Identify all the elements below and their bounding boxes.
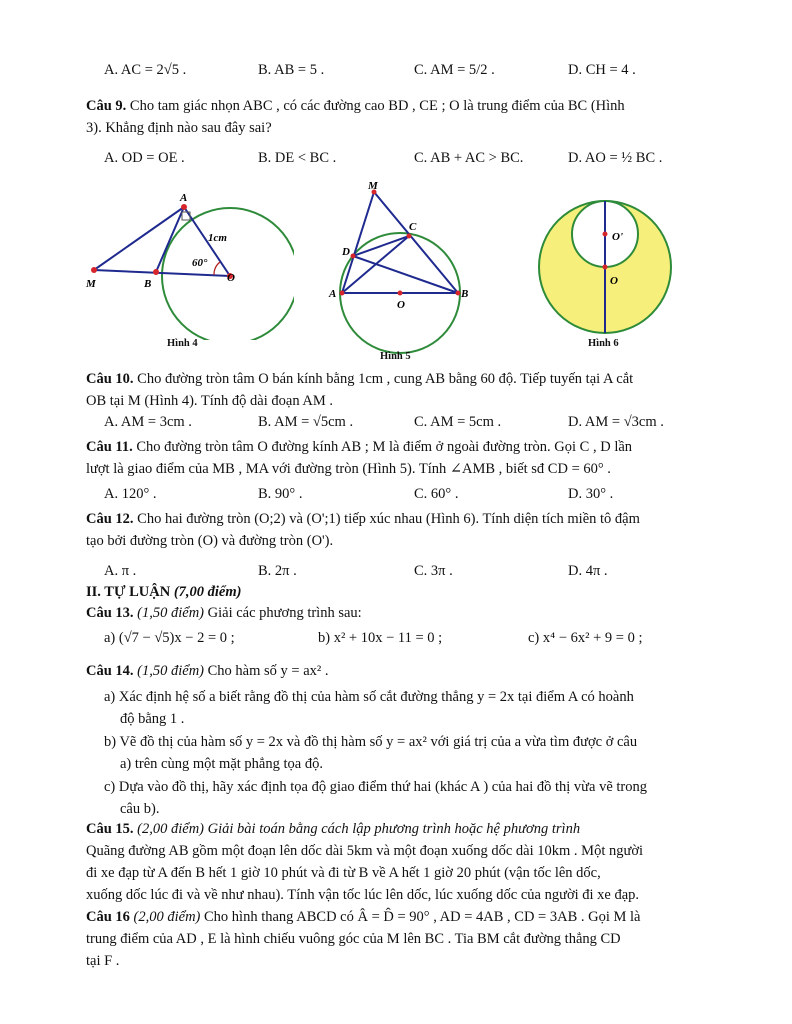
fig4-label-M: M [86, 278, 96, 290]
q13-part-c: c) x⁴ − 6x² + 9 = 0 ; [528, 630, 643, 646]
q14-part-c [104, 776, 706, 820]
figure-5 [322, 180, 482, 360]
fig5-label-A: A [329, 288, 337, 300]
q12-line1: Cho hai đường tròn (O;2) và (O';1) tiếp xúc nhau (Hình 6). Tính diện tích miền tô đậm [137, 511, 640, 527]
q14-c-line2: câu b). [120, 801, 160, 817]
fig5-label-O: O [397, 299, 405, 311]
q12-option-c: C. 3π . [414, 563, 453, 579]
q14-text: Cho hàm số y = ax² . [207, 663, 329, 679]
fig6-label-O: O [610, 275, 618, 287]
figure-6 [530, 190, 680, 340]
fig6-caption: Hình 6 [588, 338, 619, 349]
q9-option-b: B. DE < BC . [258, 150, 337, 166]
q10-line1: Cho đường tròn tâm O bán kính bằng 1cm , cung AB bằng 60 độ. Tiếp tuyến tại A cắt [137, 371, 634, 387]
q15-line3: xuống dốc lúc đi và về như nhau). Tính vận tốc lúc lên dốc, lúc xuống dốc của người đi xe đạp. [86, 887, 640, 903]
q11-option-c: C. 60° . [414, 486, 459, 502]
q9-question [86, 95, 706, 139]
q14-points: (1,50 điểm) [137, 663, 205, 679]
q10-question [86, 368, 706, 412]
part2-points: (7,00 điểm) [173, 584, 242, 600]
q12-question [86, 508, 706, 552]
fig4-label-A: A [180, 192, 188, 204]
part2-title [86, 584, 241, 601]
q14-a-line2: độ bằng 1 . [120, 711, 185, 727]
q14-question [86, 663, 329, 680]
q15-line1: Quãng đường AB gồm một đoạn lên dốc dài 5km và một đoạn xuống dốc dài 10km . Một người [86, 843, 644, 859]
q10-head: Câu 10. [86, 371, 134, 387]
q13-part-a: a) (√7 − √5)x − 2 = 0 ; [104, 630, 235, 646]
fig5-caption: Hình 5 [380, 351, 411, 362]
q10-option-c: C. AM = 5cm . [414, 414, 502, 430]
q10-option-b: B. AM = √5cm . [258, 414, 354, 430]
q13-text: Giải các phương trình sau: [207, 605, 362, 621]
q9-line1: Cho tam giác nhọn ABC , có các đường cao BD , CE ; O là trung điểm của BC (Hình [129, 98, 625, 114]
q14-b-line1: b) Vẽ đồ thị của hàm số y = 2x và đồ thị hàm số y = ax² với giá trị của a vừa tìm được ở câu [104, 734, 638, 750]
fig5-label-C: C [409, 221, 417, 233]
q9-option-a: A. OD = OE . [104, 150, 185, 166]
q9-line2: 3). Khẳng định nào sau đây sai? [86, 120, 272, 136]
q11-question [86, 436, 706, 480]
q11-option-b: B. 90° . [258, 486, 303, 502]
q9-head: Câu 9. [86, 98, 127, 114]
q14-b-line2: a) trên cùng một mặt phẳng tọa độ. [120, 756, 323, 772]
q8-option-a: A. AC = 2√5 . [104, 62, 187, 78]
fig4-label-O: O [227, 272, 235, 284]
fig5-label-B: B [461, 288, 469, 300]
q14-part-a [104, 686, 706, 730]
q10-option-d: D. AM = √3cm . [568, 414, 664, 430]
fig5-label-D: D [342, 246, 350, 258]
q14-head: Câu 14. [86, 663, 134, 679]
q8-option-b: B. AB = 5 . [258, 62, 325, 78]
fig4-label-length: 1cm [208, 232, 227, 244]
q12-head: Câu 12. [86, 511, 134, 527]
q13-points: (1,50 điểm) [137, 605, 205, 621]
q16-line1: Cho hình thang ABCD có Â = D̂ = 90° , AD = 4AB , CD = 3AB . Gọi M là [204, 909, 641, 925]
fig5-label-M: M [368, 180, 378, 192]
q15-line2: đi xe đạp từ A đến B hết 1 giờ 10 phút và đi từ B về A hết 1 giờ 20 phút (vận tốc lên dốc, [86, 865, 601, 881]
q12-option-d: D. 4π . [568, 563, 608, 579]
q15-head: Câu 15. [86, 821, 134, 837]
q11-option-a: A. 120° . [104, 486, 157, 502]
q15-question [86, 818, 706, 906]
q12-line2: tạo bởi đường tròn (O) và đường tròn (O'). [86, 533, 334, 549]
fig6-label-O1: O' [612, 231, 623, 243]
q13-head: Câu 13. [86, 605, 134, 621]
q10-line2: OB tại M (Hình 4). Tính độ dài đoạn AM . [86, 393, 334, 409]
figure-4 [84, 190, 294, 340]
q8-option-c: C. AM = 5/2 . [414, 62, 495, 78]
q14-a-line1: a) Xác định hệ số a biết rằng đồ thị của hàm số cắt đường thẳng y = 2x tại điểm A có hoành [104, 689, 634, 705]
q10-option-a: A. AM = 3cm . [104, 414, 192, 430]
q15-points: (2,00 điểm) Giải bài toán bằng cách lập phương trình hoặc hệ phương trình [137, 821, 581, 837]
fig4-caption: Hình 4 [167, 338, 198, 349]
q11-head: Câu 11. [86, 439, 133, 455]
q12-option-b: B. 2π . [258, 563, 297, 579]
q13-part-b: b) x² + 10x − 11 = 0 ; [318, 630, 443, 646]
q14-part-b [104, 731, 706, 775]
fig4-label-angle: 60° [192, 257, 208, 269]
q12-option-a: A. π . [104, 563, 137, 579]
q13-question [86, 605, 362, 622]
q8-option-d: D. CH = 4 . [568, 62, 636, 78]
q16-line2: trung điểm của AD , E là hình chiếu vuông góc của M lên BC . Tia BM cắt đường thẳng CD [86, 931, 621, 947]
q11-line2: lượt là giao điểm của MB , MA với đường tròn (Hình 5). Tính ∠AMB , biết sđ CD = 60° . [86, 461, 611, 477]
q11-line1: Cho đường tròn tâm O đường kính AB ; M là điểm ở ngoài đường tròn. Gọi C , D lần [136, 439, 633, 455]
q16-line3: tại F . [86, 953, 120, 969]
q11-option-d: D. 30° . [568, 486, 614, 502]
q16-head: Câu 16 [86, 909, 130, 925]
q14-c-line1: c) Dựa vào đồ thị, hãy xác định tọa độ giao điểm thứ hai (khác A ) của hai đồ thị vừa vẽ trong [104, 779, 648, 795]
part2-label: II. TỰ LUẬN [86, 584, 171, 600]
q9-option-c: C. AB + AC > BC. [414, 150, 524, 166]
q16-question [86, 906, 706, 972]
q9-option-d: D. AO = ½ BC . [568, 150, 663, 166]
fig4-label-B: B [144, 278, 152, 290]
q16-points: (2,00 điểm) [133, 909, 201, 925]
